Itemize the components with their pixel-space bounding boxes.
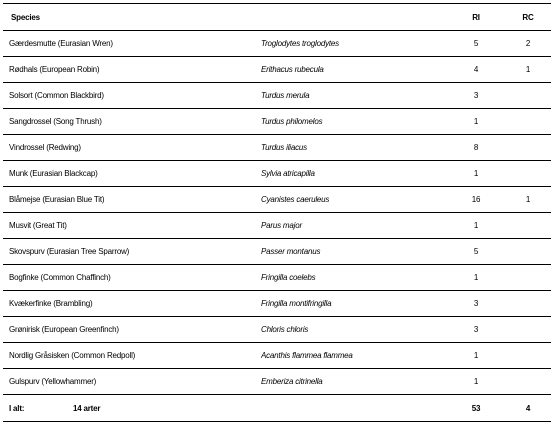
ri-cell: 3 bbox=[451, 83, 501, 109]
latin-name-cell: Emberiza citrinella bbox=[261, 369, 451, 395]
table-row bbox=[3, 83, 551, 109]
latin-name-cell: Cyanistes caeruleus bbox=[261, 187, 451, 213]
total-cell bbox=[3, 395, 261, 422]
rc-cell bbox=[501, 109, 551, 135]
header-latin bbox=[261, 4, 451, 31]
rc-cell: 1 bbox=[501, 187, 551, 213]
latin-name-cell: Fringilla montifringilla bbox=[261, 291, 451, 317]
latin-name-cell: Sylvia atricapilla bbox=[261, 161, 451, 187]
latin-name-cell: Erithacus rubecula bbox=[261, 57, 451, 83]
ri-cell: 1 bbox=[451, 343, 501, 369]
species-table bbox=[3, 3, 551, 422]
ri-cell: 1 bbox=[451, 161, 501, 187]
rc-cell bbox=[501, 239, 551, 265]
table-row bbox=[3, 343, 551, 369]
species-cell: Munk (Eurasian Blackcap) bbox=[3, 161, 261, 187]
latin-name-cell: Parus major bbox=[261, 213, 451, 239]
table-row bbox=[3, 317, 551, 343]
latin-name-cell: Turdus philomelos bbox=[261, 109, 451, 135]
ri-cell: 3 bbox=[451, 317, 501, 343]
total-count: 14 arter bbox=[73, 403, 101, 413]
rc-cell bbox=[501, 161, 551, 187]
table-row bbox=[3, 161, 551, 187]
species-cell: Gulspurv (Yellowhammer) bbox=[3, 369, 261, 395]
header-ri: RI bbox=[451, 4, 501, 31]
total-label: I alt: bbox=[9, 403, 25, 413]
table-row bbox=[3, 109, 551, 135]
species-cell: Gærdesmutte (Eurasian Wren) bbox=[3, 31, 261, 57]
species-cell: Nordlig Gråsisken (Common Redpoll) bbox=[3, 343, 261, 369]
table-row bbox=[3, 187, 551, 213]
ri-cell: 1 bbox=[451, 109, 501, 135]
table-row bbox=[3, 135, 551, 161]
header-rc: RC bbox=[501, 4, 551, 31]
latin-name-cell: Acanthis flammea flammea bbox=[261, 343, 451, 369]
ri-cell: 5 bbox=[451, 239, 501, 265]
table-row bbox=[3, 31, 551, 57]
species-cell: Sangdrossel (Song Thrush) bbox=[3, 109, 261, 135]
table-row bbox=[3, 239, 551, 265]
latin-name-cell: Passer montanus bbox=[261, 239, 451, 265]
species-cell: Rødhals (European Robin) bbox=[3, 57, 261, 83]
species-cell: Skovspurv (Eurasian Tree Sparrow) bbox=[3, 239, 261, 265]
total-ri: 53 bbox=[451, 395, 501, 422]
latin-name-cell: Troglodytes troglodytes bbox=[261, 31, 451, 57]
latin-name-cell: Turdus iliacus bbox=[261, 135, 451, 161]
header-species: Species bbox=[3, 4, 261, 31]
rc-cell: 2 bbox=[501, 31, 551, 57]
rc-cell bbox=[501, 343, 551, 369]
rc-cell bbox=[501, 83, 551, 109]
species-cell: Vindrossel (Redwing) bbox=[3, 135, 261, 161]
ri-cell: 5 bbox=[451, 31, 501, 57]
table-row bbox=[3, 291, 551, 317]
ri-cell: 8 bbox=[451, 135, 501, 161]
ri-cell: 3 bbox=[451, 291, 501, 317]
species-cell: Grønirisk (European Greenfinch) bbox=[3, 317, 261, 343]
rc-cell bbox=[501, 317, 551, 343]
ri-cell: 1 bbox=[451, 213, 501, 239]
table-body bbox=[3, 31, 551, 395]
latin-name-cell: Chloris chloris bbox=[261, 317, 451, 343]
ri-cell: 16 bbox=[451, 187, 501, 213]
species-cell: Solsort (Common Blackbird) bbox=[3, 83, 261, 109]
rc-cell bbox=[501, 265, 551, 291]
species-cell: Musvit (Great Tit) bbox=[3, 213, 261, 239]
total-row bbox=[3, 395, 551, 422]
rc-cell bbox=[501, 135, 551, 161]
latin-name-cell: Turdus merula bbox=[261, 83, 451, 109]
species-cell: Blåmejse (Eurasian Blue Tit) bbox=[3, 187, 261, 213]
ri-cell: 4 bbox=[451, 57, 501, 83]
ri-cell: 1 bbox=[451, 369, 501, 395]
latin-name-cell: Fringilla coelebs bbox=[261, 265, 451, 291]
total-rc: 4 bbox=[501, 395, 551, 422]
rc-cell: 1 bbox=[501, 57, 551, 83]
table-row bbox=[3, 213, 551, 239]
rc-cell bbox=[501, 291, 551, 317]
table-row bbox=[3, 265, 551, 291]
rc-cell bbox=[501, 213, 551, 239]
species-cell: Kvækerfinke (Brambling) bbox=[3, 291, 261, 317]
table-row bbox=[3, 369, 551, 395]
rc-cell bbox=[501, 369, 551, 395]
header-row bbox=[3, 4, 551, 31]
table-row bbox=[3, 57, 551, 83]
species-cell: Bogfinke (Common Chaffinch) bbox=[3, 265, 261, 291]
ri-cell: 1 bbox=[451, 265, 501, 291]
total-latin-empty bbox=[261, 395, 451, 422]
